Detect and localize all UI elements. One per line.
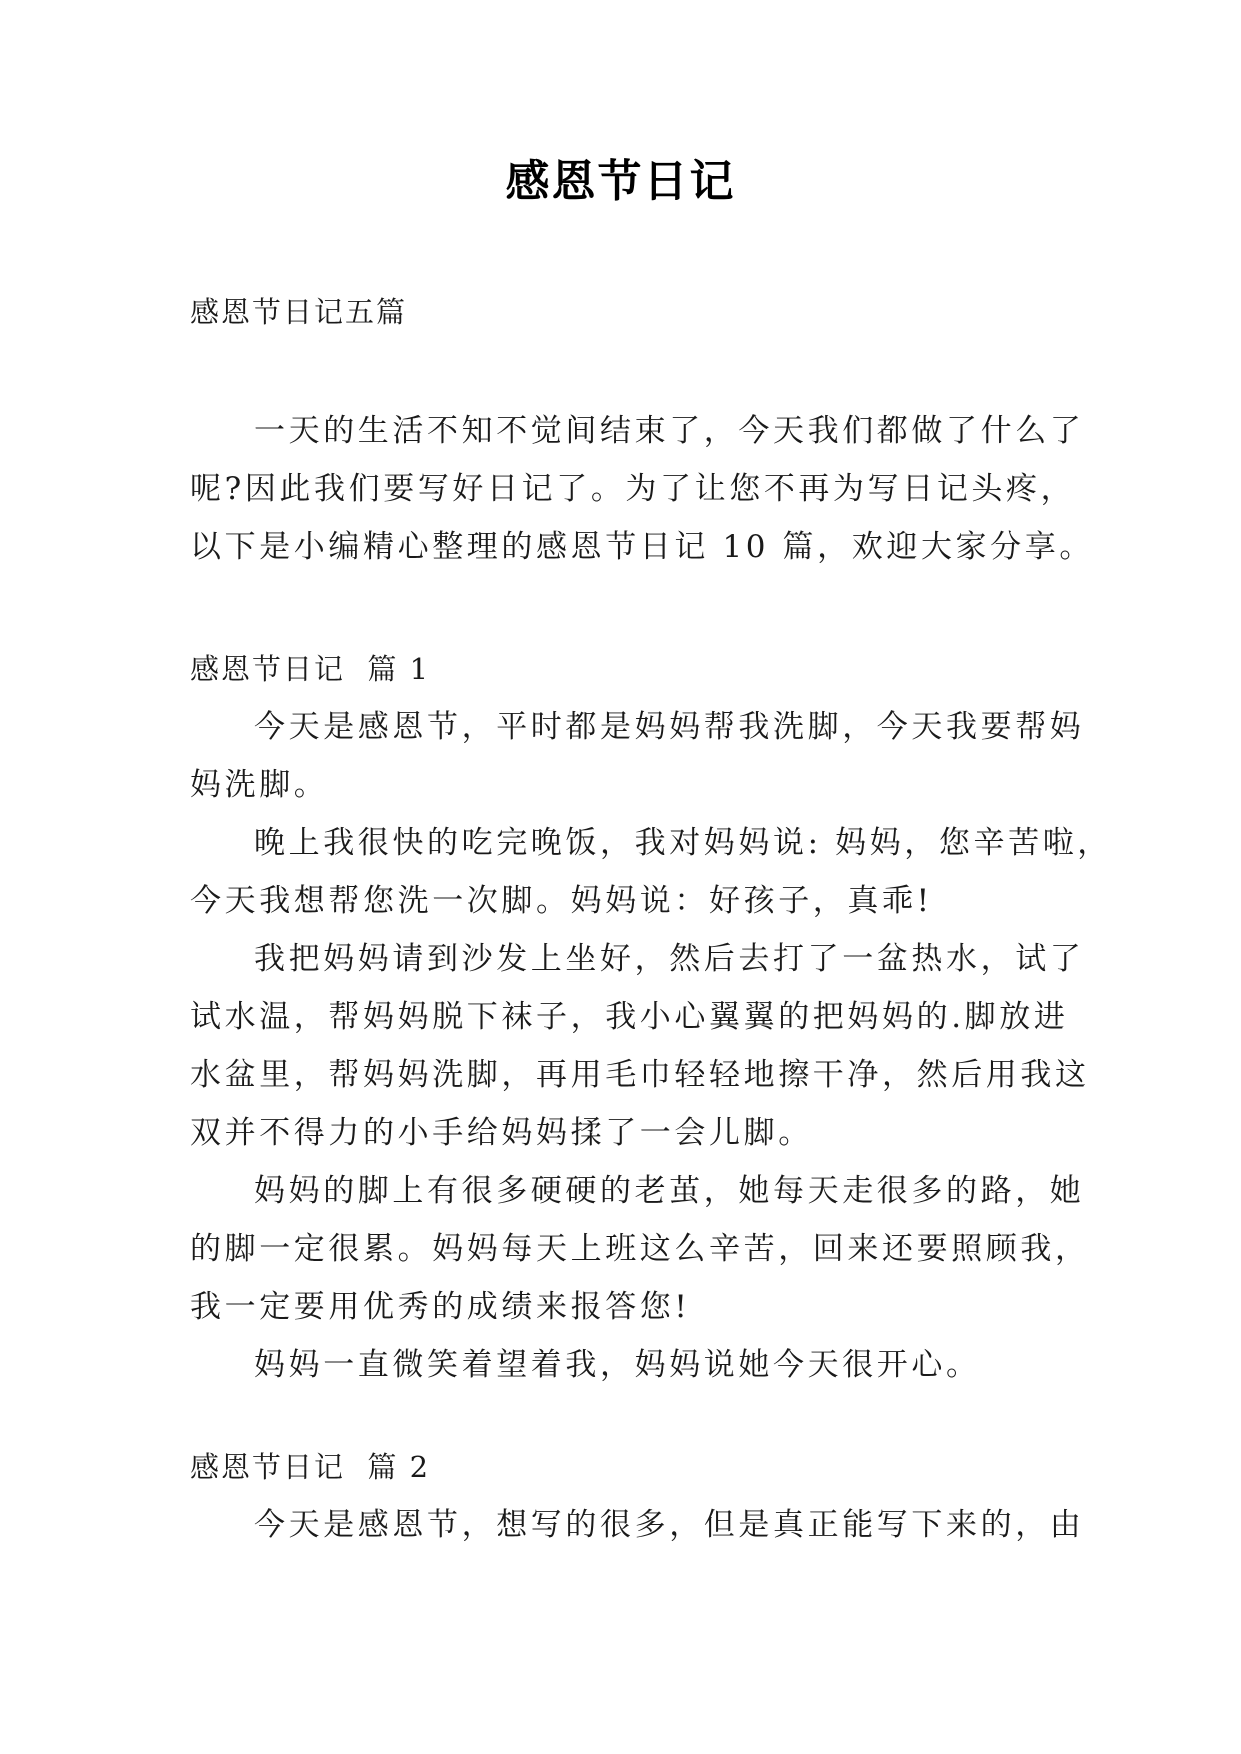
text-line: 我一定要用优秀的成绩来报答您! — [190, 1289, 691, 1325]
paragraph — [190, 698, 1085, 814]
intro-paragraph — [190, 402, 1094, 576]
text-line: 今天是感恩节，平时都是妈妈帮我洗脚，今天我要帮妈 — [254, 709, 1085, 745]
text-line: 妈洗脚。 — [190, 767, 329, 803]
paragraph — [190, 1496, 1085, 1554]
text-line: 以下是小编精心整理的感恩节日记 10 篇，欢迎大家分享。 — [190, 529, 1094, 565]
text-line: 一天的生活不知不觉间结束了，今天我们都做了什么了 — [254, 413, 1085, 449]
section-heading-2: 感恩节日记 篇 2 — [190, 1450, 431, 1484]
text-line: 水盆里，帮妈妈洗脚，再用毛巾轻轻地擦干净，然后用我这 — [190, 1057, 1090, 1093]
document-subtitle: 感恩节日记五篇 — [190, 295, 408, 329]
paragraph — [190, 1162, 1090, 1336]
document-title: 感恩节日记 — [505, 156, 736, 207]
text-line: 今天是感恩节，想写的很多，但是真正能写下来的，由 — [254, 1507, 1085, 1543]
text-line: 的脚一定很累。妈妈每天上班这么辛苦，回来还要照顾我， — [190, 1231, 1090, 1267]
paragraph — [190, 814, 1112, 930]
diary-body — [190, 640, 1112, 1554]
text-line: 晚上我很快的吃完晚饭，我对妈妈说: 妈妈，您辛苦啦， — [254, 825, 1112, 861]
text-line: 双并不得力的小手给妈妈揉了一会儿脚。 — [190, 1115, 813, 1151]
intro-paragraph-block — [190, 402, 1094, 576]
text-line: 今天我想帮您洗一次脚。妈妈说：好孩子，真乖! — [190, 883, 933, 919]
paragraph — [190, 1336, 1056, 1394]
text-line: 试水温，帮妈妈脱下袜子，我小心翼翼的把妈妈的.脚放进 — [190, 999, 1069, 1035]
text-line: 妈妈一直微笑着望着我，妈妈说她今天很开心。 — [254, 1347, 981, 1383]
text-line: 我把妈妈请到沙发上坐好，然后去打了一盆热水，试了 — [254, 941, 1085, 977]
section-heading-1: 感恩节日记 篇 1 — [190, 652, 431, 686]
text-line: 呢?因此我们要写好日记了。为了让您不再为写日记头疼， — [190, 471, 1076, 507]
section-spacer — [190, 1394, 1056, 1438]
text-line: 妈妈的脚上有很多硬硬的老茧，她每天走很多的路，她 — [254, 1173, 1085, 1209]
paragraph — [190, 930, 1090, 1162]
